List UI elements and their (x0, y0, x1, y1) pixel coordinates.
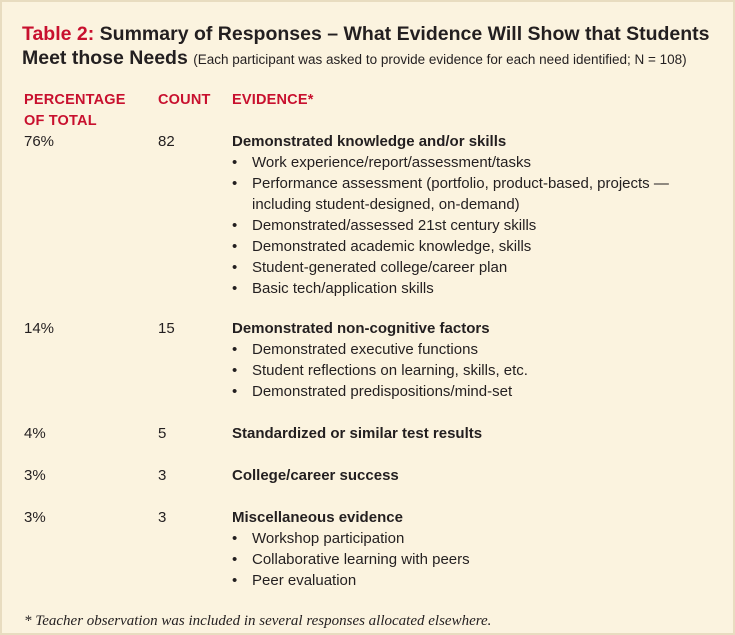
row-2-count: 15 (158, 320, 175, 337)
list-item: • Work experience/report/assessment/tasks (232, 152, 722, 173)
row-2-evidence (232, 318, 722, 402)
table-title-main: Summary of Responses – What Evidence Will Show that Students Meet those Needs (22, 23, 710, 69)
list-item: • Demonstrated academic knowledge, skills (232, 236, 722, 257)
list-item: • Student reflections on learning, skills, etc. (232, 360, 722, 381)
row-1-evidence-title: Demonstrated knowledge and/or skills (232, 133, 507, 150)
list-item: • Collaborative learning with peers (232, 549, 722, 570)
header-percentage (24, 90, 126, 132)
row-1-evidence-list (232, 152, 722, 299)
row-1-evidence (232, 131, 722, 299)
row-3-evidence-title: Standardized or similar test results (232, 425, 483, 442)
row-4-percentage: 3% (24, 467, 46, 484)
row-5-evidence-title: Miscellaneous evidence (232, 509, 403, 526)
list-item: • Basic tech/application skills (232, 278, 722, 299)
list-item: • Demonstrated/assessed 21st century skills (232, 215, 722, 236)
header-percentage-line1: PERCENTAGE (24, 92, 126, 108)
list-item: • Demonstrated executive functions (232, 339, 722, 360)
row-5-count: 3 (158, 509, 167, 526)
row-1-percentage: 76% (24, 133, 55, 150)
list-item: • Peer evaluation (232, 570, 722, 591)
row-4-count: 3 (158, 467, 167, 484)
row-3-percentage: 4% (24, 425, 46, 442)
row-2-evidence-title: Demonstrated non-cognitive factors (232, 320, 490, 337)
row-2-percentage: 14% (24, 320, 55, 337)
row-5-evidence (232, 507, 722, 591)
table-footnote: * Teacher observation was included in several responses allocated elsewhere. (24, 613, 492, 629)
table-title-note: (Each participant was asked to provide evidence for each need identified; N = 108) (193, 52, 687, 67)
table-number: Table 2: (22, 23, 95, 45)
row-2-evidence-list (232, 339, 722, 402)
row-5-evidence-list (232, 528, 722, 591)
row-5-percentage: 3% (24, 509, 46, 526)
header-percentage-line2: OF TOTAL (24, 113, 97, 129)
header-count: COUNT (158, 92, 211, 108)
list-item: • Demonstrated predispositions/mind-set (232, 381, 722, 402)
list-item: • Performance assessment (portfolio, product-based, projects — including student-designed, on-demand) (232, 173, 722, 215)
list-item: • Workshop participation (232, 528, 722, 549)
row-3-count: 5 (158, 425, 167, 442)
row-4-evidence-title: College/career success (232, 467, 399, 484)
table-title (22, 22, 722, 72)
list-item: • Student-generated college/career plan (232, 257, 722, 278)
header-evidence: EVIDENCE* (232, 92, 314, 108)
row-1-count: 82 (158, 133, 175, 150)
